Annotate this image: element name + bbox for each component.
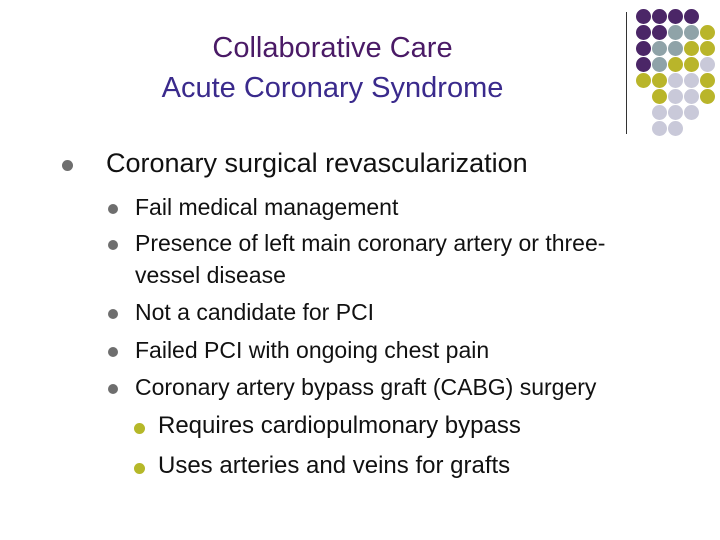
decorative-dot bbox=[652, 9, 667, 24]
slide-title bbox=[0, 28, 665, 108]
main-bullet-text: Coronary surgical revascularization bbox=[106, 148, 528, 178]
sub-bullet-text: vessel disease bbox=[135, 262, 286, 288]
bullet-dot-icon bbox=[108, 204, 118, 214]
decorative-dot bbox=[636, 9, 651, 24]
decorative-dot bbox=[668, 73, 683, 88]
decorative-dot bbox=[652, 121, 667, 136]
decorative-dot bbox=[684, 41, 699, 56]
decorative-dot bbox=[700, 41, 715, 56]
title-line-1: Collaborative Care bbox=[212, 32, 453, 64]
bullet-dot-icon bbox=[108, 384, 118, 394]
sub-sub-bullet-text: Uses arteries and veins for grafts bbox=[158, 452, 511, 479]
decorative-dot bbox=[700, 73, 715, 88]
decorative-dot bbox=[684, 73, 699, 88]
decorative-dot bbox=[668, 41, 683, 56]
sub-sub-bullet-text: Requires cardiopulmonary bypass bbox=[158, 412, 521, 439]
decorative-dot bbox=[684, 105, 699, 120]
decorative-dot bbox=[668, 105, 683, 120]
bullet-dot-icon bbox=[108, 240, 118, 250]
decorative-dot bbox=[636, 73, 651, 88]
decorative-dot bbox=[684, 25, 699, 40]
decorative-dot bbox=[668, 25, 683, 40]
decorative-dot bbox=[668, 57, 683, 72]
sub-bullet-text: Coronary artery bypass graft (CABG) surgery bbox=[135, 374, 597, 400]
decorative-dot bbox=[636, 41, 651, 56]
sub-bullet-text: Not a candidate for PCI bbox=[135, 299, 375, 325]
decorative-dot bbox=[668, 9, 683, 24]
bullet-dot-icon bbox=[134, 423, 145, 434]
title-line-2: Acute Coronary Syndrome bbox=[161, 72, 504, 104]
decorative-dot bbox=[636, 57, 651, 72]
decorative-dot bbox=[668, 121, 683, 136]
decorative-dot bbox=[700, 57, 715, 72]
decorative-dot bbox=[652, 41, 667, 56]
decorative-dot bbox=[636, 25, 651, 40]
vertical-divider bbox=[626, 12, 627, 134]
dot-grid-decoration bbox=[636, 9, 720, 139]
bullet-dot-icon bbox=[108, 309, 118, 319]
decorative-dot bbox=[684, 9, 699, 24]
decorative-dot bbox=[652, 105, 667, 120]
decorative-dot bbox=[668, 89, 683, 104]
decorative-dot bbox=[684, 89, 699, 104]
bullet-dot-icon bbox=[134, 463, 145, 474]
decorative-dot bbox=[652, 57, 667, 72]
bullet-dot-icon bbox=[62, 160, 73, 171]
decorative-dot bbox=[652, 89, 667, 104]
decorative-dot bbox=[700, 25, 715, 40]
sub-bullet-text: Fail medical management bbox=[135, 194, 399, 220]
sub-bullet-text: Failed PCI with ongoing chest pain bbox=[135, 337, 490, 363]
sub-bullet-text: Presence of left main coronary artery or three- bbox=[135, 230, 606, 256]
decorative-dot bbox=[652, 25, 667, 40]
decorative-dot bbox=[700, 89, 715, 104]
decorative-dot bbox=[684, 57, 699, 72]
bullet-dot-icon bbox=[108, 347, 118, 357]
decorative-dot bbox=[652, 73, 667, 88]
